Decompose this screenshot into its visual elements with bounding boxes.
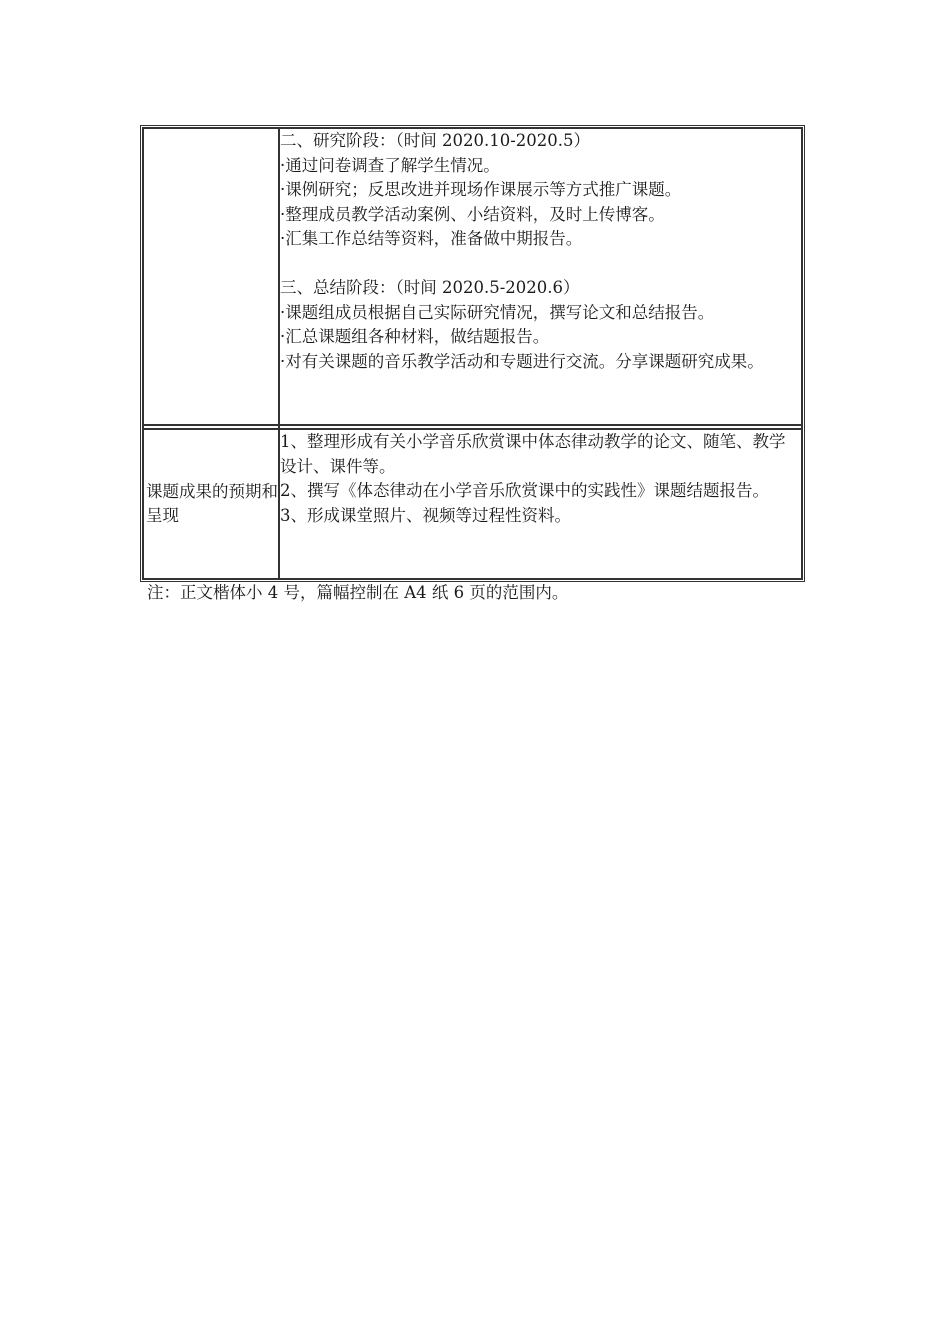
blank-line [280,252,801,277]
result-item: 1、整理形成有关小学音乐欣赏课中体态律动教学的论文、随笔、教学设计、课件等。 [280,432,786,476]
result-item: 3、形成课堂照片、视频等过程性资料。 [280,505,571,525]
stage2-item: ·通过问卷调查了解学生情况。 [280,155,500,175]
stage2-item: ·课例研究；反思改进并现场作课展示等方式推广课题。 [280,180,682,199]
stage2-item: ·汇集工作总结等资料，准备做中期报告。 [280,229,583,248]
footnote: 注：正文楷体小 4 号，篇幅控制在 A4 纸 6 页的范围内。 [147,583,569,602]
expected-results-label-cell [143,429,279,579]
stage3-heading: 三、总结阶段：（时间 2020.5-2020.6） [280,278,580,297]
stage3-item: ·对有关课题的音乐教学活动和专题进行交流。分享课题研究成果。 [280,351,764,371]
stage3-item: ·课题组成员根据自己实际研究情况，撰写论文和总结报告。 [280,302,715,322]
research-stages-cell [279,128,802,425]
expected-results-row [143,429,802,579]
row1-label-cell [143,128,279,425]
stage3-item: ·汇总课题组各种材料，做结题报告。 [280,327,550,346]
stage2-heading: 二、研究阶段：（时间 2020.10-2020.5） [280,131,591,150]
expected-results-cell [279,429,802,579]
project-form-table [140,125,805,582]
result-item: 2、撰写《体态律动在小学音乐欣赏课中的实践性》课题结题报告。 [280,481,769,500]
expected-results-label: 课题成果的预期和呈现 [146,481,278,525]
stage2-item: ·整理成员教学活动案例、小结资料，及时上传博客。 [280,204,665,224]
research-stages-row [143,128,802,425]
